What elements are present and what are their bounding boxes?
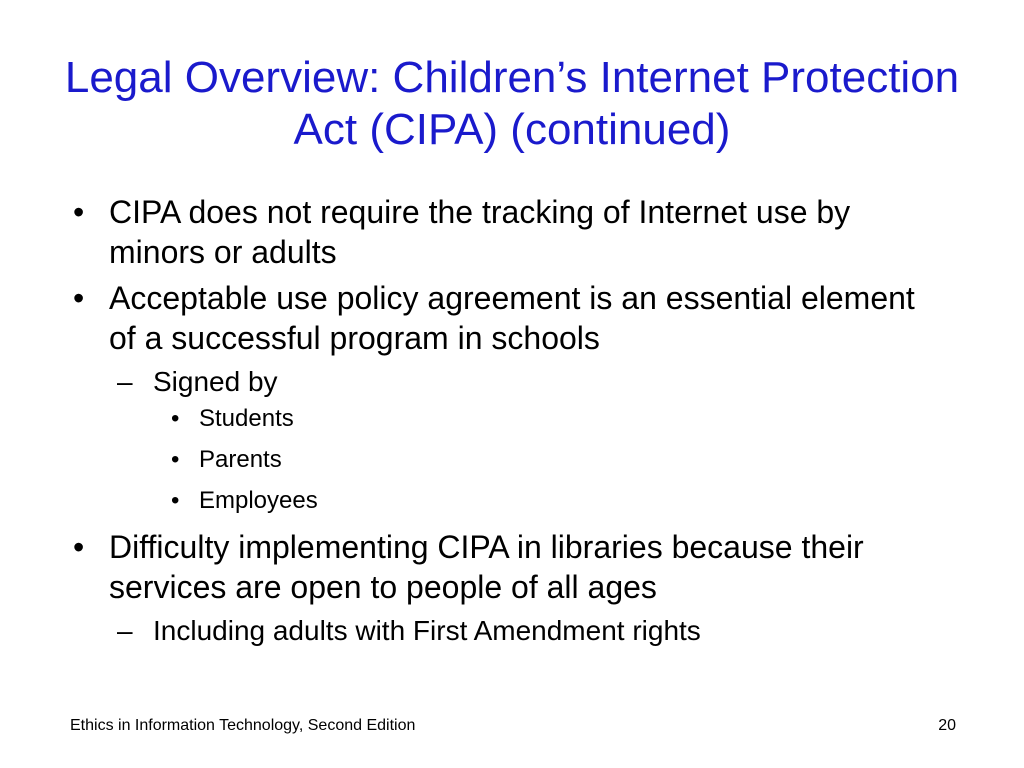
bullet-marker: • xyxy=(73,280,85,316)
sub-bullet-text: Signed by xyxy=(153,366,278,397)
sub-bullet-item xyxy=(68,613,948,649)
bullet-marker: • xyxy=(171,487,180,514)
sub-sub-bullet-item xyxy=(68,445,948,475)
sub-bullet-item xyxy=(68,364,948,400)
bullet-marker: • xyxy=(73,194,85,230)
sub-bullet-text: Including adults with First Amendment rights xyxy=(153,615,701,646)
slide-title: Legal Overview: Children’s Internet Protection Act (CIPA) (continued) xyxy=(64,53,960,154)
footer-book-title: Ethics in Information Technology, Second Edition xyxy=(70,717,416,734)
bullet-item xyxy=(68,527,948,607)
bullet-text: Acceptable use policy agreement is an essential element of a successful program in schools xyxy=(109,280,915,356)
bullet-marker: • xyxy=(73,529,85,565)
footer-page-number: 20 xyxy=(938,717,956,734)
dash-marker: – xyxy=(117,366,133,397)
bullet-text: CIPA does not require the tracking of Internet use by minors or adults xyxy=(109,194,851,270)
dash-marker: – xyxy=(117,615,133,646)
sub-sub-bullet-text: Students xyxy=(199,405,294,432)
bullet-item xyxy=(68,278,948,358)
bullet-marker: • xyxy=(171,405,180,432)
slide-body xyxy=(68,192,948,653)
bullet-marker: • xyxy=(171,446,180,473)
sub-sub-bullet-item xyxy=(68,486,948,516)
sub-sub-bullet-item xyxy=(68,404,948,434)
sub-sub-bullet-text: Parents xyxy=(199,446,282,473)
bullet-item xyxy=(68,192,948,272)
bullet-text: Difficulty implementing CIPA in libraries because their services are open to people of all ages xyxy=(109,529,864,605)
sub-sub-bullet-text: Employees xyxy=(199,487,318,514)
